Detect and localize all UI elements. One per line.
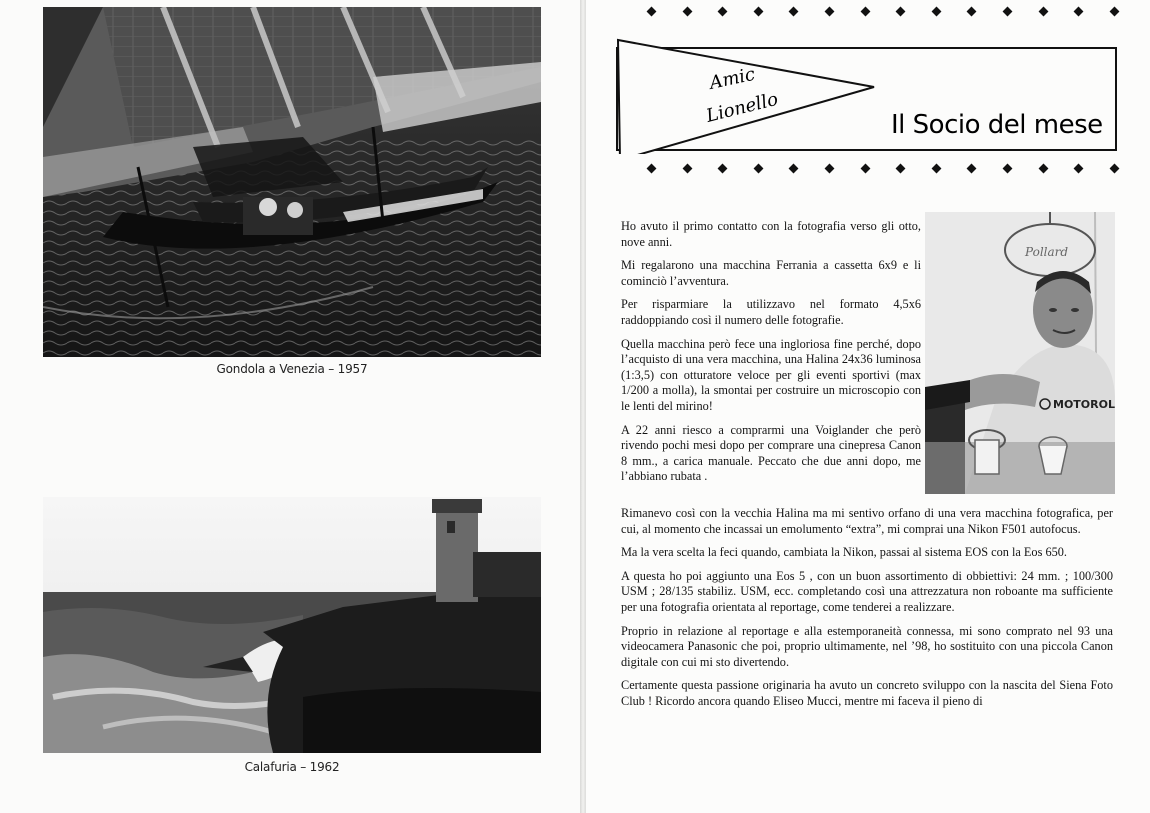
article-paragraph: Quella macchina però fece una ingloriosa fine perché, dopo l’acquisto di una vera macchina, una Halina 24x36 luminosa (1:3,5) con otturatore veloce per gli eventi sportivi (max 1/200 a molla), la smontai per costruire un microscopio con le lenti del mirino!	[621, 336, 921, 413]
section-title: Il Socio del mese	[891, 110, 1103, 140]
article-paragraph: Per risparmiare la utilizzavo nel formato 4,5x6 raddoppiando così il numero delle fotografie.	[621, 297, 921, 327]
article-paragraph: Ma la vera scelta la feci quando, cambiata la Nikon, passai al sistema EOS con la Eos 650.	[621, 545, 1067, 560]
article-paragraph: A questa ho poi aggiunto una Eos 5 , con un buon assortimento di obbiettivi: 24 mm. ; 100/300 USM ; 28/135 stabiliz. USM, ecc. completando così una attrezzatura non roboante ma sufficiente per una fotografia orientata al reportage, come tenderei a realizzare.	[621, 568, 1113, 614]
article-paragraph: A 22 anni riesco a comprarmi una Voiglander che però rivendo pochi mesi dopo per comprare una cinepresa Canon 8 mm., a carica manuale. Peccato che due anni dopo, me l’abbiano rubata .	[621, 422, 921, 484]
article-text-full	[621, 506, 1113, 718]
portrait-sign-text: Pollard	[1025, 245, 1069, 259]
portrait-shirt-text: MOTOROL	[1053, 398, 1115, 411]
triangle-name-line2: Lionello	[704, 88, 781, 127]
article-paragraph: Rimanevo così con la vecchia Halina ma mi sentivo orfano di una vera macchina fotografica, per cui, al momento che incassai un emolumento “extra”, mi comprai una Nikon F501 autofocus.	[621, 506, 1113, 536]
article-paragraph: Ho avuto il primo contatto con la fotografia verso gli otto, nove anni.	[621, 219, 921, 249]
triangle-name-line1: Amic	[707, 63, 757, 94]
diamond-divider-bottom	[648, 162, 1118, 176]
calafuria-photo	[43, 497, 541, 753]
calafuria-caption: Calafuria – 1962	[244, 760, 340, 774]
article-text-top	[621, 219, 921, 493]
article-paragraph: Proprio in relazione al reportage e alla estemporaneità connessa, mi sono comprato nel 93 una videocamera Panasonic che poi, proprio ultimamente, nel ’98, ho sostituito con una piccola Canon digitale con cui mi sto divertendo.	[621, 623, 1113, 669]
gondola-caption: Gondola a Venezia – 1957	[216, 362, 368, 376]
member-portrait-photo	[925, 212, 1115, 494]
article-paragraph: Certamente questa passione originaria ha avuto un concreto sviluppo con la nascita del Siena Foto Club ! Ricordo ancora quando Eliseo Mucci, mentre mi faceva il pieno di	[621, 678, 1113, 708]
article-paragraph: Mi regalarono una macchina Ferrania a cassetta 6x9 e li cominciò l’avventura.	[621, 258, 921, 288]
header-banner	[616, 38, 1118, 154]
diamond-divider-top	[648, 5, 1118, 19]
gondola-photo	[43, 7, 541, 357]
